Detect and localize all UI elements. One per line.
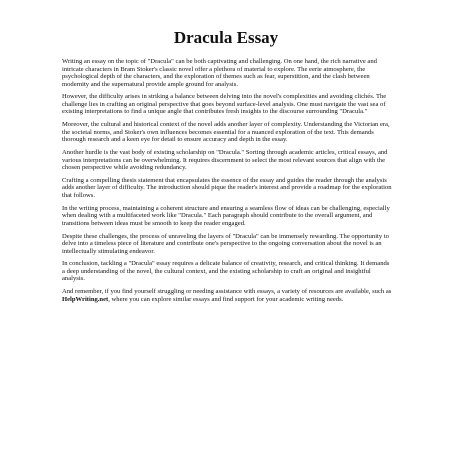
- paragraph-2: However, the difficulty arises in striking a balance between delving into the novel's complexities and avoiding clichés. The challenge lies in crafting an original perspective that goes beyond surface-level analysis. One must navigate the vast sea of existing interpretations to find a unique angle that contributes fresh insights to the discourse surrounding "Dracula.": [62, 93, 387, 116]
- paragraph-8: In conclusion, tackling a "Dracula" essay requires a delicate balance of creativity, research, and critical thinking. It demands a deep understanding of the novel, the cultural context, and the existing scholarship to craft an original and insightful analysis.: [62, 260, 390, 283]
- closing-text-before: And remember, if you find yourself struggling or needing assistance with essays, a variety of resources are available, such as: [62, 288, 392, 296]
- essay-body: [62, 58, 392, 308]
- paragraph-5: Crafting a compelling thesis statement that encapsulates the essence of the essay and guides the reader through the analysis adds another layer of difficulty. The introduction should pique the reader's interest and provide a roadmap for the exploration that follows.: [62, 176, 392, 199]
- closing-paragraph: [62, 288, 392, 303]
- paragraph-6: In the writing process, maintaining a coherent structure and ensuring a seamless flow of ideas can be challenging, especially when dealing with a multifaceted work like "Dracula." Each paragraph should contribute to the overall argument, and transitions between ideas must be smooth to keep the reader engaged.: [62, 204, 390, 227]
- brand-link[interactable]: HelpWriting.net: [62, 295, 109, 303]
- paragraph-4: Another hurdle is the vast body of existing scholarship on "Dracula." Sorting through academic articles, critical essays, and various interpretations can be overwhelming. It requires discernment to select the most relevant sources that align with the chosen perspective while avoiding redundancy.: [62, 149, 388, 172]
- closing-text-after: , where you can explore similar essays and find support for your academic writing needs.: [108, 295, 344, 303]
- page-title: Dracula Essay: [173, 28, 279, 47]
- paragraph-3: Moreover, the cultural and historical context of the novel adds another layer of complexity. Understanding the Victorian era, the societal norms, and Stoker's own influences becomes essential for a nuanced exploration of the text. This demands thorough research and a keen eye for detail to ensure accuracy and depth in the essay.: [62, 121, 390, 144]
- paragraph-1: Writing an essay on the topic of "Dracula" can be both captivating and challenging. On one hand, the rich narrative and intricate characters in Bram Stoker's classic novel offer a plethora of material to explore. The eerie atmosphere, the psychological depth of the characters, and the exploration of themes such as fear, superstition, and the clash between modernity and the supernatural provide ample ground for analysis.: [62, 58, 377, 88]
- paragraph-7: Despite these challenges, the process of unraveling the layers of "Dracula" can be immensely rewarding. The opportunity to delve into a timeless piece of literature and contribute one's perspective to the ongoing conversation about the novel is an intellectually stimulating endeavor.: [62, 232, 389, 255]
